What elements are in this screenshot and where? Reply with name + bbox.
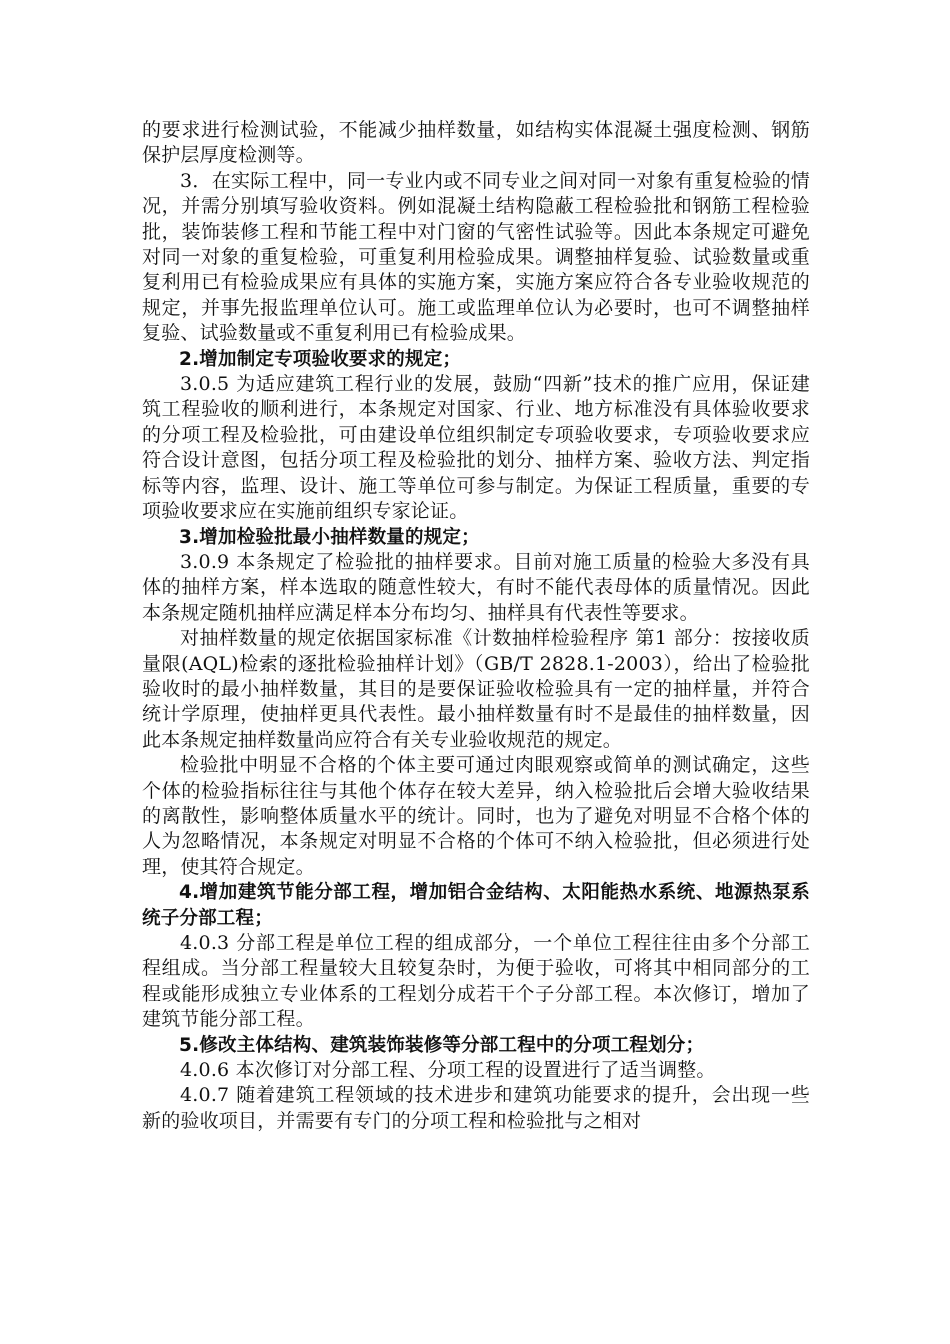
paragraph-sampling-standard: 对抽样数量的规定依据国家标准《计数抽样检验程序 第1 部分：按接收质量限(AQL)检索的逐批检验抽样计划》（GB/T 2828.1-2003），给出了检验批验收时的最小抽样数量，其目的是要保证验收检验具有一定的抽样量，并符合统计学原理，使抽样更具代表性。最小抽样数量有时不是最佳的抽样数量，因此本条规定抽样数量尚应符合有关专业验收规范的规定。 bbox=[142, 627, 810, 751]
paragraph-item-3: 3．在实际工程中，同一专业内或不同专业之间对同一对象有重复检验的情况，并需分别填写验收资料。例如混凝土结构隐蔽工程检验批和钢筋工程检验批，装饰装修工程和节能工程中对门窗的气密性试验等。因此本条规定可避免对同一对象的重复检验，可重复利用检验成果。调整抽样复验、试验数量或重复利用已有检验成果应有具体的实施方案，实施方案应符合各专业验收规范的规定，并事先报监理单位认可。施工或监理单位认为必要时，也可不调整抽样复验、试验数量或不重复利用已有检验成果。 bbox=[142, 169, 810, 345]
section-heading-4: 4.增加建筑节能分部工程，增加铝合金结构、太阳能热水系统、地源热泵系统子分部工程； bbox=[142, 882, 810, 929]
paragraph-3-0-9: 3.0.9 本条规定了检验批的抽样要求。目前对施工质量的检验大多没有具体的抽样方案，样本选取的随意性较大，有时不能代表母体的质量情况。因此本条规定随机抽样应满足样本分布均匀、抽样具有代表性等要求。 bbox=[142, 550, 810, 624]
paragraph-4-0-3: 4.0.3 分部工程是单位工程的组成部分，一个单位工程往往由多个分部工程组成。当分部工程量较大且较复杂时，为便于验收，可将其中相同部分的工程或能形成独立专业体系的工程划分成若干个子分部工程。本次修订，增加了建筑节能分部工程。 bbox=[142, 932, 810, 1031]
section-heading-5: 5.修改主体结构、建筑装饰装修等分部工程中的分项工程划分； bbox=[179, 1034, 705, 1056]
paragraph-nonconforming-items: 检验批中明显不合格的个体主要可通过肉眼观察或简单的测试确定，这些个体的检验指标往往与其他个体存在较大差异，纳入检验批后会增大验收结果的离散性，影响整体质量水平的统计。同时，也为了避免对明显不合格个体的人为忽略情况，本条规定对明显不合格的个体可不纳入检验批，但必须进行处理，使其符合规定。 bbox=[142, 754, 810, 878]
paragraph-4-0-7: 4.0.7 随着建筑工程领域的技术进步和建筑功能要求的提升，会出现一些新的验收项目，并需要有专门的分项工程和检验批与之相对 bbox=[142, 1084, 810, 1132]
document-body bbox=[142, 118, 810, 1134]
section-heading-3: 3.增加检验批最小抽样数量的规定； bbox=[179, 526, 480, 548]
paragraph-continuation: 的要求进行检测试验，不能减少抽样数量，如结构实体混凝土强度检测、钢筋保护层厚度检测等。 bbox=[142, 119, 810, 167]
paragraph-3-0-5: 3.0.5 为适应建筑工程行业的发展，鼓励“四新”技术的推广应用，保证建筑工程验收的顺利进行，本条规定对国家、行业、地方标准没有具体验收要求的分项工程及检验批，可由建设单位组织制定专项验收要求，专项验收要求应符合设计意图，包括分项工程及检验批的划分、抽样方案、验收方法、判定指标等内容，监理、设计、施工等单位可参与制定。为保证工程质量，重要的专项验收要求应在实施前组织专家论证。 bbox=[142, 373, 810, 523]
paragraph-4-0-6: 4.0.6 本次修订对分部工程、分项工程的设置进行了适当调整。 bbox=[180, 1059, 716, 1082]
section-heading-2: 2.增加制定专项验收要求的规定； bbox=[179, 348, 462, 370]
